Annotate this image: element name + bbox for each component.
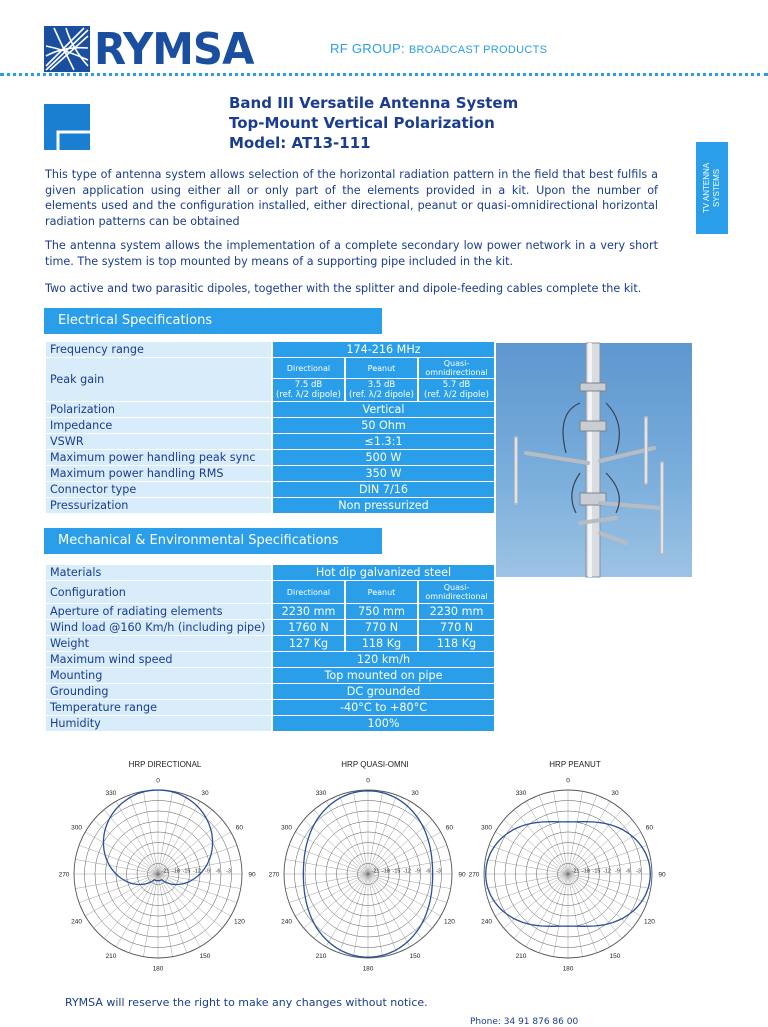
angle-label: 150	[199, 952, 211, 960]
spec-value: 770 N	[419, 620, 494, 635]
config-header-peanut: Peanut	[346, 358, 417, 378]
angle-label: 30	[411, 790, 419, 798]
spec-label: Pressurization	[46, 498, 271, 513]
intro-paragraph-1: This type of antenna system allows selection of the horizontal radiation pattern in the field that best fulfils a given application using either all or only part of the elements provided in a kit. Upon the number of elements used and the configuration installed, either directional, peanut or quasi-omnidirectional horizontal radiation patterns can be obtained	[45, 168, 658, 228]
ring-label: -6	[625, 868, 631, 875]
spec-row	[46, 716, 494, 731]
angle-label: 240	[71, 918, 83, 926]
spec-row-wind-load	[46, 620, 494, 635]
plot-title: HRP DIRECTIONAL	[128, 760, 202, 769]
angle-label: 30	[611, 790, 619, 798]
angle-label: 240	[281, 918, 293, 926]
rf-group-prefix: RF GROUP:	[330, 41, 405, 56]
ring-label: -21	[371, 868, 380, 875]
ring-label: -21	[571, 868, 580, 875]
ring-label: -18	[172, 868, 180, 875]
angle-label: 90	[458, 871, 466, 879]
spec-label: Connector type	[46, 482, 271, 497]
spec-row	[46, 700, 494, 715]
angle-label: 60	[445, 824, 454, 832]
spec-row	[46, 652, 494, 667]
rf-group-sub: BROADCAST PRODUCTS	[408, 44, 548, 56]
angle-label: 270	[58, 871, 70, 879]
spec-row-peak-gain-header	[46, 358, 494, 378]
spec-value: 500 W	[273, 450, 494, 465]
spec-value: 2230 mm	[273, 604, 344, 619]
spec-label: Maximum power handling RMS	[46, 466, 271, 481]
spec-value: 118 Kg	[346, 636, 417, 651]
spec-label: Maximum wind speed	[46, 652, 271, 667]
antenna-photo	[496, 343, 692, 577]
angle-label: 150	[609, 952, 621, 960]
spec-value: 127 Kg	[273, 636, 344, 651]
angle-label: 90	[658, 871, 666, 879]
logo-square-icon	[44, 104, 90, 150]
angle-label: 0	[566, 777, 570, 785]
spec-label: VSWR	[46, 434, 271, 449]
spec-label: Peak gain	[46, 358, 271, 401]
gain-ref: (ref. λ/2 dipole)	[349, 390, 414, 400]
intro-paragraph-2: The antenna system allows the implementation of a complete secondary low power network in a very short time. The system is top mounted by means of a supporting pipe included in the kit.	[45, 239, 658, 268]
plot-quasi-omni	[270, 746, 480, 974]
spec-label: Maximum power handling peak sync	[46, 450, 271, 465]
config-header-directional: Directional	[273, 581, 344, 603]
spec-value: Hot dip galvanized steel	[273, 565, 494, 580]
angle-label: 0	[366, 777, 370, 785]
angle-label: 330	[515, 790, 527, 798]
polar-plot-svg	[470, 746, 680, 974]
spec-value: 50 Ohm	[273, 418, 494, 433]
spec-row-frequency	[46, 342, 494, 357]
gain-value: 7.5 dB	[294, 380, 323, 390]
ring-label: -18	[382, 868, 390, 875]
angle-label: 180	[362, 965, 374, 973]
header-dotted-divider	[0, 73, 768, 77]
spec-value: DIN 7/16	[273, 482, 494, 497]
spec-value: DC grounded	[273, 684, 494, 699]
angle-label: 90	[248, 871, 256, 879]
angle-label: 0	[156, 777, 160, 785]
angle-label: 150	[409, 952, 421, 960]
spec-value: 2230 mm	[419, 604, 494, 619]
spec-value: 174-216 MHz	[273, 342, 494, 357]
angle-label: 300	[281, 824, 293, 832]
ring-label: -6	[215, 868, 221, 875]
side-tab-line-1: TV ANTENNA	[702, 162, 711, 214]
gain-peanut	[346, 379, 417, 401]
title-line-2: Top-Mount Vertical Polarization	[229, 114, 495, 132]
polar-plot-svg	[270, 746, 480, 974]
ring-label: -3	[436, 868, 441, 875]
spec-row	[46, 498, 494, 513]
spec-row	[46, 482, 494, 497]
config-header-peanut: Peanut	[346, 581, 417, 603]
spec-row-aperture	[46, 604, 494, 619]
gain-value: 5.7 dB	[442, 380, 471, 390]
side-tab-label	[702, 163, 722, 213]
spec-row-weight	[46, 636, 494, 651]
spec-value: 118 Kg	[419, 636, 494, 651]
spec-value: 120 km/h	[273, 652, 494, 667]
angle-label: 210	[515, 952, 527, 960]
ring-label: -3	[636, 868, 641, 875]
spec-row	[46, 684, 494, 699]
ring-label: -12	[193, 868, 201, 875]
electrical-specs-heading: Electrical Specifications	[44, 308, 382, 334]
spec-label: Aperture of radiating elements	[46, 604, 271, 619]
product-title	[229, 93, 518, 153]
spec-value: 350 W	[273, 466, 494, 481]
angle-label: 210	[315, 952, 327, 960]
angle-label: 330	[105, 790, 117, 798]
intro-paragraph-3: Two active and two parasitic dipoles, together with the splitter and dipole-feeding cables complete the kit.	[45, 282, 642, 295]
gain-quasi-omni	[419, 379, 494, 401]
footer-phone: Phone: 34 91 876 86 00	[470, 1017, 579, 1027]
spec-label: Impedance	[46, 418, 271, 433]
angle-label: 120	[443, 918, 455, 926]
spec-row	[46, 450, 494, 465]
gain-ref: (ref. λ/2 dipole)	[424, 390, 489, 400]
ring-label: -6	[425, 868, 431, 875]
side-tab-tv-antenna-systems	[696, 142, 728, 234]
gain-ref: (ref. λ/2 dipole)	[276, 390, 341, 400]
angle-label: 210	[105, 952, 117, 960]
footer-notice: RYMSA will reserve the right to make any changes without notice.	[65, 996, 428, 1009]
ring-label: -21	[161, 868, 170, 875]
spec-value: 750 mm	[346, 604, 417, 619]
logo-mark-icon	[44, 26, 90, 72]
spec-label: Configuration	[46, 581, 271, 603]
spec-label: Humidity	[46, 716, 271, 731]
ring-label: -9	[205, 868, 210, 875]
gain-directional	[273, 379, 344, 401]
title-line-3: Model: AT13-111	[229, 134, 371, 152]
spec-value: 1760 N	[273, 620, 344, 635]
gain-value: 3.5 dB	[367, 380, 396, 390]
ring-label: -15	[182, 868, 191, 875]
config-header-quasi-omni: Quasi-omnidirectional	[419, 581, 494, 603]
spec-label: Wind load @160 Km/h (including pipe)	[46, 620, 271, 635]
plot-peanut	[470, 746, 680, 974]
angle-label: 300	[481, 824, 493, 832]
spec-value: ≤1.3:1	[273, 434, 494, 449]
angle-label: 180	[562, 965, 574, 973]
spec-label: Grounding	[46, 684, 271, 699]
electrical-specs-table	[44, 341, 496, 514]
spec-value: Non pressurized	[273, 498, 494, 513]
spec-label: Frequency range	[46, 342, 271, 357]
ring-label: -15	[592, 868, 601, 875]
spec-label: Temperature range	[46, 700, 271, 715]
ring-label: -12	[403, 868, 411, 875]
spec-value: 100%	[273, 716, 494, 731]
plot-directional	[60, 746, 270, 974]
rymsa-logo	[44, 22, 254, 132]
ring-label: -9	[415, 868, 420, 875]
angle-label: 120	[233, 918, 245, 926]
spec-row	[46, 402, 494, 417]
config-header-quasi-omni: Quasi-omnidirectional	[419, 358, 494, 378]
spec-value: 770 N	[346, 620, 417, 635]
spec-label: Polarization	[46, 402, 271, 417]
angle-label: 60	[235, 824, 244, 832]
plot-title: HRP PEANUT	[549, 760, 601, 769]
antenna-illustration-icon	[496, 343, 692, 577]
angle-label: 120	[643, 918, 655, 926]
spec-label: Weight	[46, 636, 271, 651]
angle-label: 180	[152, 965, 164, 973]
mechanical-specs-table	[44, 564, 496, 732]
angle-label: 30	[201, 790, 209, 798]
rf-group-label	[330, 41, 547, 56]
logo-text: RYMSA	[94, 24, 254, 75]
side-tab-line-2: SYSTEMS	[712, 168, 721, 208]
spec-row	[46, 434, 494, 449]
spec-row-materials	[46, 565, 494, 580]
title-line-1: Band III Versatile Antenna System	[229, 94, 519, 112]
angle-label: 300	[71, 824, 83, 832]
ring-label: -3	[226, 868, 231, 875]
spec-value: Vertical	[273, 402, 494, 417]
mechanical-specs-heading: Mechanical & Environmental Specifications	[44, 528, 382, 554]
angle-label: 330	[315, 790, 327, 798]
spec-value: Top mounted on pipe	[273, 668, 494, 683]
ring-label: -9	[615, 868, 620, 875]
ring-label: -12	[603, 868, 611, 875]
plot-title: HRP QUASI-OMNI	[341, 760, 409, 769]
radiation-pattern-plots	[60, 746, 680, 974]
spec-label: Mounting	[46, 668, 271, 683]
config-header-directional: Directional	[273, 358, 344, 378]
spec-row	[46, 668, 494, 683]
angle-label: 240	[481, 918, 493, 926]
spec-value: -40°C to +80°C	[273, 700, 494, 715]
spec-label: Materials	[46, 565, 271, 580]
spec-row-configuration	[46, 581, 494, 603]
ring-label: -15	[392, 868, 401, 875]
ring-label: -18	[582, 868, 590, 875]
angle-label: 270	[268, 871, 280, 879]
polar-plot-svg	[60, 746, 270, 974]
angle-label: 60	[645, 824, 654, 832]
spec-row	[46, 418, 494, 433]
angle-label: 270	[468, 871, 480, 879]
spec-row	[46, 466, 494, 481]
